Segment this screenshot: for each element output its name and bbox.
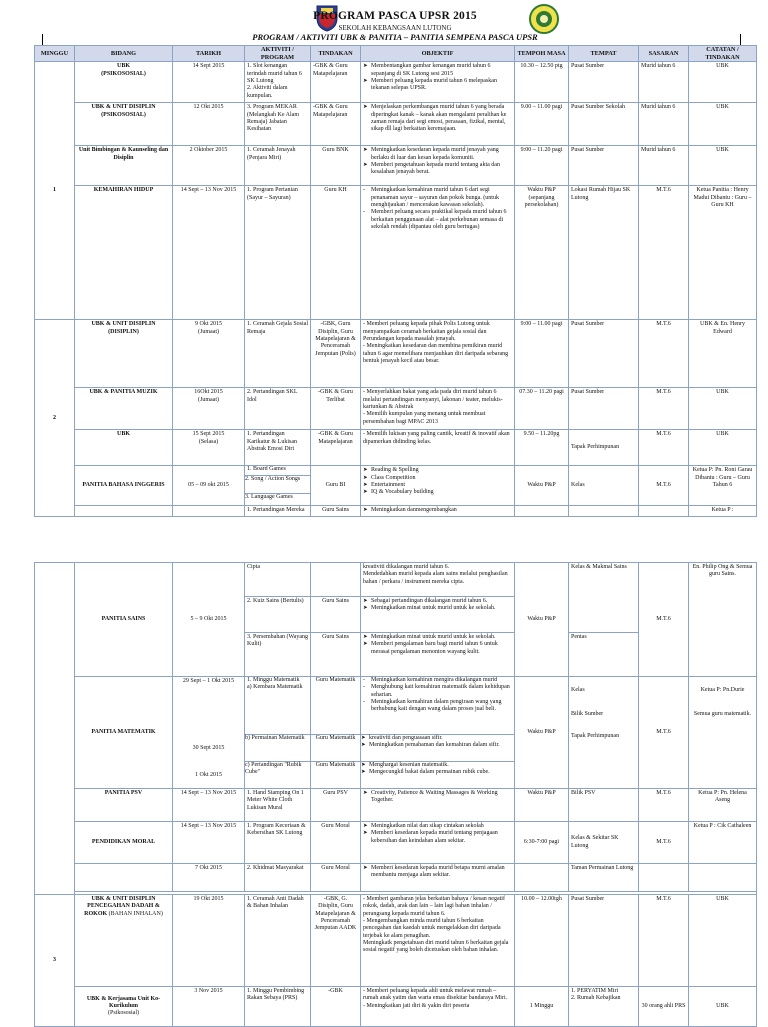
tarikh-cell: 05 – 09 okt 2015 (173, 466, 245, 506)
tindakan-cell: Guru Sains (311, 633, 361, 677)
document-title: PROGRAM PASCA UPSR 2015 (313, 10, 477, 22)
table-row (35, 430, 757, 466)
week-cell (35, 563, 75, 895)
aktiviti-cell: Cipta (245, 563, 311, 597)
table-row (35, 466, 757, 506)
tindakan-item: Guru Matematik (311, 761, 361, 769)
objective-item: ➤ Meningkatkan kesedaran kepada murid jenayah yang berlaku di luar dan kesan kepada komuniti. (363, 147, 512, 162)
objective-item: ➤ Memberi pengetahuan kepada murid tentang akta dan kesalahan jenayah berat. (363, 162, 512, 177)
tempat-item: 1. PERYATIM Miri (571, 988, 619, 994)
aktiviti-cell: 1. Program Pertanian (Sayur – Sayuran) (245, 186, 311, 320)
tarikh-item: 29 Sept – 1 Okt 2015 (182, 678, 235, 684)
objektif-cell: - Memberi peluang kepada ahli untuk melawat rumah – rumah anak yatim dan warta emas disekitar bandaraya Miri. - Meningkatkan jati diri & yakin diri peserta (361, 987, 515, 1027)
tindakan-cell: Guru BNK (311, 146, 361, 186)
aktiviti-cell: 1. Minggu Pembimbing Rakan Sebaya (PRS) (245, 987, 311, 1027)
objective-item: - Menghubung kait kemahiran matematik dalam kehidupan seharian. (363, 684, 512, 699)
tempoh-cell: Waktu P&P (515, 563, 569, 677)
col-header-catatan: CATATAN / TINDAKAN (689, 46, 757, 62)
tarikh-cell (173, 506, 245, 517)
activity-item: b) Permainan Matematik (245, 734, 311, 760)
week-cell: 1 (35, 62, 75, 320)
aktiviti-cell: 1. Ceramah Jenayah (Penjara Miri) (245, 146, 311, 186)
catatan-cell: Ketua P: Pn. Helena Aseng (689, 789, 757, 822)
objective-item: ➤ Membentangkan gambar kenangan murid tahun 6 sepanjang di SK Lutong sesi 2015 (363, 63, 512, 78)
aktiviti-cell: 1. Program Keceriaan & Kebersihan SK Lutong (245, 822, 311, 864)
sasaran-cell (639, 864, 689, 892)
tempat-cell: Pusat Sumber (569, 388, 639, 430)
objective-item: - Memberi peluang kepada pihak Polis Lutong untuk menyampaikan ceramah berkaitan gejala sosial dan Perundangan kepada masalah jenayah. (363, 321, 490, 342)
tempoh-cell: 9.50 – 11.20pg (515, 430, 569, 466)
tindakan-cell: -GBK & Guru Terlibat (311, 388, 361, 430)
tindakan-cell: Guru Moral (311, 822, 361, 864)
aktiviti-cell: 1. Ceramah Anti Dadah & Bahan Inhalan (245, 895, 311, 987)
tindakan-cell: Guru Sains (311, 597, 361, 633)
catatan-cell: UBK & En. Henry Edward (689, 320, 757, 388)
activity-item: 3. Language Games (245, 493, 311, 501)
tindakan-cell: -GBK (311, 987, 361, 1027)
tempoh-cell: Waktu P&P (515, 789, 569, 822)
objective-item: ➤ Menghargai kesenian matematik. (361, 762, 514, 769)
catatan-cell: Ketua P : Cik Cathaleen (689, 822, 757, 864)
col-header-tindakan: TINDAKAN (311, 46, 361, 62)
objektif-cell (361, 146, 515, 186)
objektif-cell: - Memilih lukisan yang paling cantik, kreatif & inovatif akan dipamerkan didinding kelas. (361, 430, 515, 466)
objective-item: ➤ Mengecungkil bakat dalam permainan rubik cube. (361, 769, 514, 776)
objective-item: - Memilih kumpulan yang menang untuk membuat persembahan bagi MPAC 2013 (363, 411, 486, 425)
document-page-1 (34, 0, 756, 517)
objective-item: ➤ Meningkatkan minat untuk murid untuk ke sekolah. (363, 605, 512, 612)
table-header-row (35, 46, 757, 62)
objektif-cell (361, 864, 515, 892)
sasaran-cell: M.T.6 (639, 186, 689, 320)
sasaran-cell: M.T.6 (639, 822, 689, 864)
objective-item: ➤ Meningkatkan minat untuk murid untuk ke sekolah. (363, 634, 512, 641)
col-header-objektif: OBJEKTIF (361, 46, 515, 62)
panitia-emblem-logo (529, 4, 559, 34)
catatan-cell: Ketua P: Pn. Roni Garau Dibantu : Guru – Guru Tahun 6 (689, 466, 757, 506)
catatan-cell (689, 677, 757, 789)
aktiviti-cell: 2. Pertandingan SKL Idol (245, 388, 311, 430)
tarikh-cell: 3 Nov 2015 (173, 987, 245, 1027)
tindakan-cell (311, 563, 361, 597)
tindakan-cell: Guru BI (311, 466, 361, 506)
sasaran-cell (639, 506, 689, 517)
objective-item: ➤ IQ & Vocabulary building (363, 489, 512, 496)
margin-mark (740, 34, 741, 45)
objective-item: ➤ Reading & Spelling (363, 467, 512, 474)
bidang-title: UBK & UNIT DISIPLIN PENCEGAHAN DADAH & ROKOK (84, 896, 160, 917)
aktiviti-cell: 1. Pertandingan Mereka (245, 506, 311, 517)
school-name: SEKOLAH KEBANGSAAN LUTONG (338, 24, 452, 32)
tindakan-cell: -GBK & Guru Matapelajaran (311, 62, 361, 103)
objektif-cell (361, 103, 515, 146)
document-subtitle: PROGRAM / AKTIVITI UBK & PANITIA – PANITIA SEMPENA PASCA UPSR (252, 32, 538, 42)
tempat-item: Kelas (571, 687, 585, 693)
bidang-cell (75, 987, 173, 1027)
objective-item: - Menyerlahkan bakat yang ada pada diri murid tahun 6 melalui pertandingan menyanyi, lakonan / teater, melukis-kartunkan & Abstrak (363, 389, 503, 410)
table-row (35, 987, 757, 1027)
tempoh-cell (515, 506, 569, 517)
objective-item: - Meningkatkan kesedaran dan membina pemikiran murid tahun 6 agar memelihara menjauhkan diri daripada sebarang bentuk jenayah kecil atau besar. (363, 343, 509, 364)
tindakan-cell: -GBK, Guru Disiplin, Guru Matapelajaran & Penceramah Jemputan (Polis) (311, 320, 361, 388)
bidang-cell: PANITIA BAHASA INGGERIS (75, 466, 173, 506)
bidang-cell: UBK & PANITIA MUZIK (75, 388, 173, 430)
catatan-cell: UBK (689, 103, 757, 146)
table-row (35, 186, 757, 320)
tarikh-cell: 19 Okt 2015 (173, 895, 245, 987)
tarikh-item: 1 Okt 2015 (195, 772, 222, 778)
tindakan-cell: -GBK, G. Disiplin, Guru Matapelajaran & Penceramah Jemputan AADK (311, 895, 361, 987)
objective-item: ➤ Sebagai pertandingan dikalangan murid tahun 6. (363, 598, 512, 605)
catatan-item: Semua guru matematik. (693, 711, 752, 717)
table-row (35, 822, 757, 864)
tarikh-cell: 7 Okt 2015 (173, 864, 245, 892)
week-cell: 3 (35, 895, 75, 1027)
bidang-cell (75, 864, 173, 892)
tempoh-cell: Waktu P&P (515, 677, 569, 789)
tempoh-cell: Waktu P&P (sepanjang persekolahan) (515, 186, 569, 320)
tempat-cell: Kelas & Makmal Sains (569, 563, 639, 633)
bidang-cell (75, 506, 173, 517)
tempoh-cell: 10.30 – 12.50 ptg (515, 62, 569, 103)
sasaran-cell: M.T.6 (639, 320, 689, 388)
tarikh-cell: 2 Oktober 2015 (173, 146, 245, 186)
tindakan-cell: Guru KH (311, 186, 361, 320)
tarikh-cell: 14 Sept – 13 Nov 2015 (173, 789, 245, 822)
catatan-cell: Ketua Panitia : Henry Madui Dibantu : Guru – Guru KH (689, 186, 757, 320)
table-row (35, 62, 757, 103)
tarikh-item: 30 Sept 2015 (192, 745, 225, 751)
catatan-cell: UBK (689, 146, 757, 186)
activity-item: 1. Board Games (247, 466, 286, 473)
sasaran-cell: Murid tahun 6 (639, 103, 689, 146)
bidang-cell: KEMAHIRAN HIDUP (75, 186, 173, 320)
tindakan-cell: -GBK & Guru Matapelajaran (311, 430, 361, 466)
bidang-cell: UBK & UNIT DISIPLIN (DISIPLIN) (75, 320, 173, 388)
objective-item: - Meningkatkan kemahiran mengira dikalangan murid (363, 677, 512, 684)
objektif-cell (361, 186, 515, 320)
tempoh-cell: 9:00 – 11.00 pagi (515, 320, 569, 388)
bidang-cell: Unit Bimbingan & Kaunseling dan Disiplin (75, 146, 173, 186)
objective-item: ➤ Meningkatkan danmengembangkan (363, 507, 512, 514)
catatan-cell: UBK (689, 987, 757, 1027)
tindakan-item: Guru Matematik (315, 677, 356, 683)
tindakan-cell: -GBK & Guru Matapelajaran (311, 103, 361, 146)
sasaran-cell: Murid tahun 6 (639, 62, 689, 103)
objektif-cell (361, 388, 515, 430)
sasaran-cell: Murid tahun 6 (639, 146, 689, 186)
objektif-cell (361, 822, 515, 864)
catatan-cell: UBK (689, 388, 757, 430)
objektif-cell (361, 677, 515, 789)
objektif-cell (361, 633, 515, 677)
col-header-minggu: MINGGU (35, 46, 75, 62)
table-row (35, 789, 757, 822)
tempat-cell: Pusat Sumber (569, 62, 639, 103)
objective-item: - Memberi peluang secara praktikal kepada murid tahun 6 berkaitan penggunaan alat – alat perkebunan semasa di sekolah rendah (dipantau oleh guru bertugas) (363, 209, 512, 231)
objective-item: ➤ Memberi peluang kepada murid tahun 6 melepaskan tekanan selepas UPSR. (363, 78, 512, 93)
bidang-cell: UBK (75, 430, 173, 466)
objektif-cell: kreativiti dikalangan murid tahun 6. Mendedahkan murid kepada alam sains melalui penghasilan bahan / perkara / instrument mereka cipta. (361, 563, 515, 597)
tempat-cell: Pusat Sumber (569, 320, 639, 388)
tarikh-cell: 14 Sept 2015 (173, 62, 245, 103)
document-header (34, 0, 756, 45)
aktiviti-cell (245, 466, 311, 506)
catatan-cell: UBK (689, 895, 757, 987)
bidang-cell: UBK (PSIKOSOSIAL) (75, 62, 173, 103)
tempat-cell: Pusat Sumber (569, 146, 639, 186)
tempat-cell (569, 506, 639, 517)
tempoh-cell: 9.00 – 11.00 pagi (515, 103, 569, 146)
objective-item: ➤ Meningkatkan pemahaman dan kemahiran dalam sifir. (361, 742, 514, 749)
objective-item: ➤ Memberi kesedaran kepada murid tentang penjagaan kebersihan dan keindahan alam sekitar. (363, 830, 512, 845)
tarikh-cell: 14 Sept – 13 Nov 2015 (173, 186, 245, 320)
program-table (34, 45, 757, 517)
catatan-item: Ketua P: Pn.Durie (700, 687, 745, 693)
table-row (35, 864, 757, 892)
aktiviti-cell: 1. Hand Stamping On 1 Meter White Cloth Lukisan Mural (245, 789, 311, 822)
tempat-cell: Bilik PSV (569, 789, 639, 822)
bidang-note: (BAHAN INHALAN) (108, 910, 163, 917)
tempat-item: Tapak Perhimpunan (571, 733, 620, 739)
tempat-cell: Kelas (569, 466, 639, 506)
aktiviti-cell: 2. Kuiz Sains (Bertulis) (245, 597, 311, 633)
tempat-cell: Pusat Sumber Sekolah (569, 103, 639, 146)
table-row (35, 146, 757, 186)
tindakan-item: Guru Matematik (311, 734, 361, 760)
objective-item: ➤ Class Competition (363, 475, 512, 482)
bidang-cell: PENDIDIKAN MORAL (75, 822, 173, 864)
bidang-cell: PANITIA SAINS (75, 563, 173, 677)
aktiviti-cell: 1. Slot kenangan terindah murid tahun 6 SK Lutong 2. Aktiviti dalam kumpulan. (245, 62, 311, 103)
tempat-item: 2. Rumah Kebajikan (571, 995, 621, 1002)
catatan-cell: UBK (689, 62, 757, 103)
aktiviti-cell: 1. Ceramah Gejala Sosial Remaja (245, 320, 311, 388)
tempoh-cell: 10.00 – 12.00tgh (515, 895, 569, 987)
col-header-bidang: BIDANG (75, 46, 173, 62)
tempat-item: Bilik Sumber (571, 711, 604, 717)
catatan-cell: Ketua P : (689, 506, 757, 517)
catatan-cell (689, 864, 757, 892)
tempoh-cell: 6:30-7:00 pagi (515, 822, 569, 864)
tempat-cell: Taman Permainan Lutong (569, 864, 639, 892)
activity-item: 2. Song / Action Songs (245, 475, 311, 492)
sasaran-cell: M.T.6 (639, 466, 689, 506)
bidang-cell: UBK & UNIT DISIPLIN (PSIKOSOSIAL) (75, 103, 173, 146)
aktiviti-cell (245, 677, 311, 789)
tempat-cell: Tapak Perhimpunan (569, 430, 639, 466)
objektif-cell (361, 506, 515, 517)
tempoh-cell: 1 Minggu (515, 987, 569, 1027)
tindakan-cell: Guru PSV (311, 789, 361, 822)
objektif-cell (361, 466, 515, 506)
bidang-cell: PANITIA PSV (75, 789, 173, 822)
tempoh-cell (515, 864, 569, 892)
aktiviti-cell: 3. Program MEKAR (Melangkah Ke Alam Remaja) Jabatan Kesihatan (245, 103, 311, 146)
tarikh-cell: 16Okt 2015 (Jumaat) (173, 388, 245, 430)
aktiviti-cell: 3. Persembahan (Wayang Kulit) (245, 633, 311, 677)
aktiviti-cell: 1. Pertandingan Karikatur & Lukisan Abstrak Emosi Diri (245, 430, 311, 466)
objective-item: ➤ Memberi pengalaman baru bagi murid tahun 6 untuk merasai pengalaman menonton wayang kulit. (363, 641, 512, 656)
sasaran-cell: M.T.6 (639, 895, 689, 987)
tarikh-cell: 5 – 9 Okt 2015 (173, 563, 245, 677)
tempoh-cell: Waktu P&P (515, 466, 569, 506)
activity-item: 1. Minggu Matematik a) Kembara Matematik (247, 677, 303, 691)
tarikh-cell: 15 Sept 2015 (Selasa) (173, 430, 245, 466)
tempat-cell (569, 987, 639, 1027)
tarikh-cell: 14 Sept – 13 Nov 2015 (173, 822, 245, 864)
objektif-cell: - Memberi gambaran jelas berkaitan bahaya / kesan negatif rokok, dadah, arak dan lain – lain lagi bahan inhalan / perangsang kepada murid tahun 6. - Mengembangkan minda murid tahun 6 berkaitan pencegahan dan kaedah untuk mengelakkan diri daripada terjebak ke alam penagihan. Meningkatk pengetahuan diri murid tahun 6 berkaitan gejala sosial negatif yang boleh dicetuskan oleh bahan inhalan. (361, 895, 515, 987)
table-row (35, 388, 757, 430)
tarikh-cell (173, 677, 245, 789)
col-header-sasaran: SASARAN (639, 46, 689, 62)
tempat-cell: Pentas (569, 633, 639, 677)
objective-item: ➤ Creativity, Patience & Waiting Massages & Working Together. (363, 790, 512, 805)
tempat-cell: Kelas & Sekitar SK Lutong (569, 822, 639, 864)
aktiviti-cell: 2. Khidmat Masyarakat (245, 864, 311, 892)
col-header-tempat: TEMPAT (569, 46, 639, 62)
objektif-cell (361, 320, 515, 388)
table-row (35, 563, 757, 597)
col-header-tempoh: TEMPOH MASA (515, 46, 569, 62)
bidang-note: (Psikososial) (107, 1010, 139, 1017)
activity-item: c) Pertandingan "Rubik Cube" (245, 761, 311, 777)
tindakan-cell: Guru Sains (311, 506, 361, 517)
document-page-2 (34, 562, 756, 1027)
table-row (35, 320, 757, 388)
program-table-continued (34, 562, 757, 1027)
sasaran-cell: M.T.6 (639, 388, 689, 430)
table-row (35, 506, 757, 517)
table-row (35, 103, 757, 146)
objective-item: ➤ kreativiti dan penguasaan sifir. (361, 735, 514, 742)
objektif-cell (361, 789, 515, 822)
bidang-title: UBK & Kerjasama Unit Ko-Kurikulum (86, 995, 161, 1009)
tindakan-cell (311, 677, 361, 789)
col-header-aktiviti: AKTIVITI / PROGRAM (245, 46, 311, 62)
objective-item: - Meningkatkan kemahiran dalam pengiraan wang yang berhubung kait dengan wang dalam proses jual beli. (363, 699, 512, 714)
col-header-tarikh: TARIKH (173, 46, 245, 62)
tempat-cell: Pusat Sumber (569, 895, 639, 987)
tempoh-cell: 9:00 – 11.20 pagi (515, 146, 569, 186)
bidang-cell (75, 895, 173, 987)
catatan-cell: En. Philip Ong & Semua guru Sains. (689, 563, 757, 677)
objective-item: ➤ Entertainment (363, 482, 512, 489)
week-cell: 2 (35, 320, 75, 517)
objektif-cell (361, 597, 515, 633)
tempat-cell (569, 677, 639, 789)
margin-mark (42, 34, 43, 45)
sasaran-cell: M.T.6 (639, 430, 689, 466)
bidang-cell: PANITIA MATEMATIK (75, 677, 173, 789)
tempoh-cell: 07.30 – 11.20 pagi (515, 388, 569, 430)
sasaran-cell: 30 orang ahli PRS (639, 987, 689, 1027)
sasaran-cell: M.T.6 (639, 677, 689, 789)
catatan-cell: UBK (689, 430, 757, 466)
table-row (35, 677, 757, 789)
objektif-cell (361, 62, 515, 103)
tempat-cell: Lokasi Rumah Hijau SK Lutong (569, 186, 639, 320)
objective-item: - Meningkatkan kemahiran murid tahun 6 dari segi penanaman sayur – sayuran dan pokok bunga. (untuk menghijaukan / mencerakan kawasan sekolah). (363, 187, 512, 209)
tindakan-cell: Guru Moral (311, 864, 361, 892)
sasaran-cell: M.T.6 (639, 563, 689, 677)
table-row (35, 895, 757, 987)
objective-item: ➤ Meningkatkan nilai dan sikap cintakan sekolah (363, 823, 512, 830)
objective-item: ➤ Memberi kesedaran kepada murid betapa murni amalan membantu menjaga alam sekitar. (363, 865, 512, 880)
objective-item: ➤ Menjelaskan perkembangan murid tahun 6 yang berada diperingkat kanak – kanak akan mengalami peralihan ke zaman remaja dari segi emosi, perasaan, fizikal, mental, sikap dll lagi berkaitan keremajaan. (363, 104, 512, 133)
tarikh-cell: 9 Okt 2015 (Jumaat) (173, 320, 245, 388)
tarikh-cell: 12 Okt 2015 (173, 103, 245, 146)
sasaran-cell: M.T.6 (639, 789, 689, 822)
